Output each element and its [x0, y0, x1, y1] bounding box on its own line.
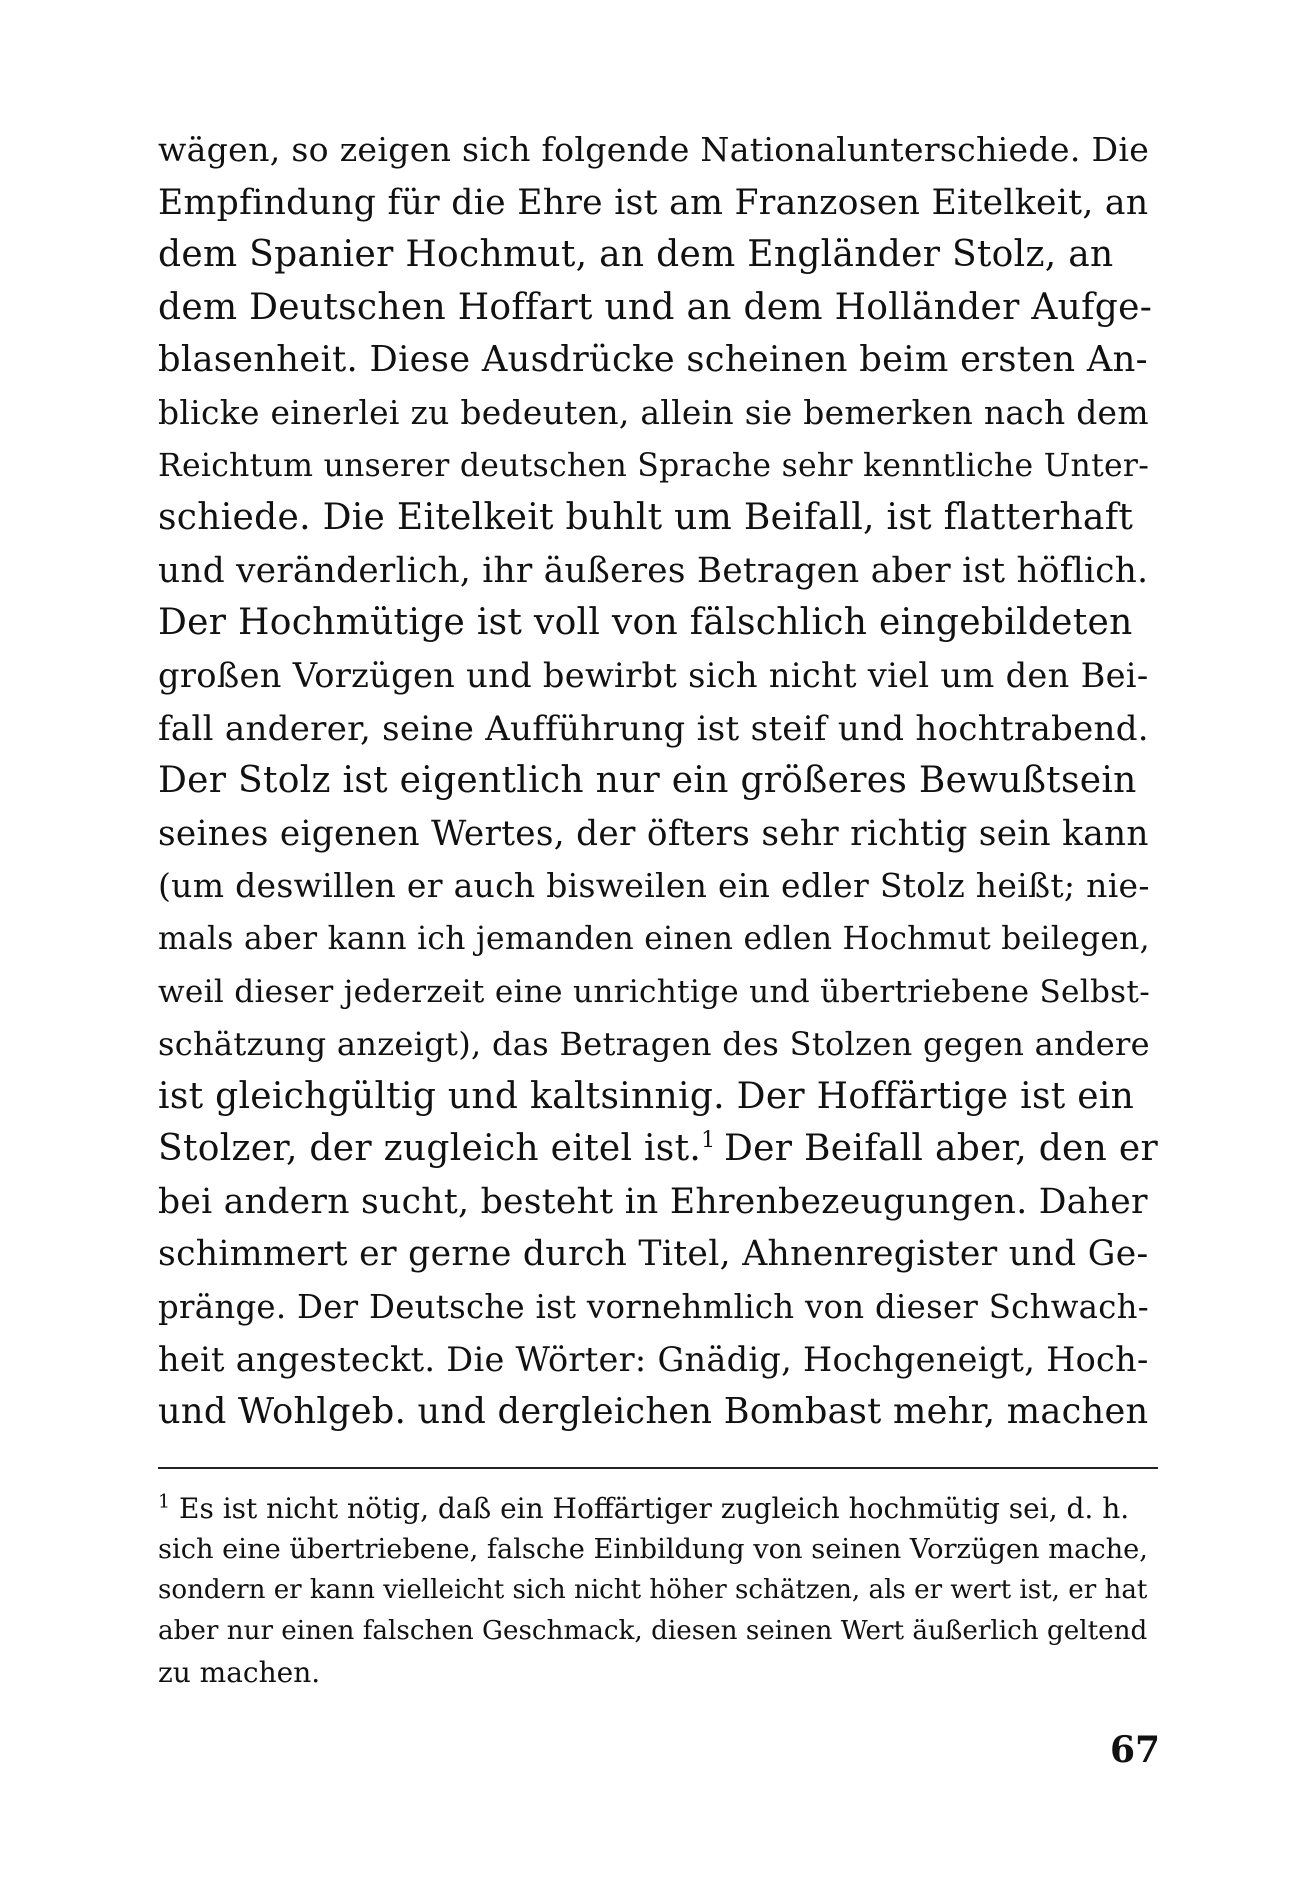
footnote-marker: 1 — [158, 1490, 171, 1513]
footnote-line: aber nur einen falschen Geschmack, diesen seinen Wert äußerlich geltend — [158, 1616, 1148, 1646]
text-line: fall anderer, seine Aufführung ist steif und hochtrabend. — [158, 708, 1149, 749]
text-line: und Wohlgeb. und dergleichen Bombast mehr, machen — [158, 1391, 1149, 1433]
text-line: Der Hochmütige ist voll von fälschlich eingebildeten — [158, 602, 1133, 644]
text-line: blasenheit. Diese Ausdrücke scheinen beim ersten An- — [158, 339, 1148, 381]
text-line: pränge. Der Deutsche ist vornehmlich von dieser Schwach- — [158, 1288, 1149, 1327]
text-line: seines eigenen Wertes, der öfters sehr richtig sein kann — [158, 813, 1149, 854]
page-number: 67 — [1110, 1729, 1161, 1771]
text-line: wägen, so zeigen sich folgende Nationalunterschiede. Die — [158, 130, 1150, 169]
text-line: (um deswillen er auch bisweilen ein edler Stolz heißt; nie- — [158, 866, 1150, 906]
text-line: und veränderlich, ihr äußeres Betragen aber ist höflich. — [158, 550, 1149, 591]
text-line: Reichtum unserer deutschen Sprache sehr kenntliche Unter- — [158, 447, 1150, 484]
footnote-divider — [158, 1467, 1158, 1469]
main-text — [158, 124, 1158, 1439]
footnote — [158, 1488, 1158, 1693]
text-line: großen Vorzügen und bewirbt sich nicht viel um den Bei- — [158, 655, 1149, 695]
text-line: schätzung anzeigt), das Betragen des Stolzen gegen andere — [158, 1025, 1150, 1064]
text-line-with-footnote-ref: Stolzer, der zugleich eitel ist.$^1$ Der Beifall aber, den er — [158, 1128, 1158, 1170]
text-line: ist gleichgültig und kaltsinnig. Der Hoffärtige ist ein — [158, 1075, 1135, 1117]
text-line: Empfindung für die Ehre ist am Franzosen Eitelkeit, an — [158, 182, 1149, 223]
text-line: dem Deutschen Hoffart und an dem Holländer Aufge- — [158, 286, 1153, 328]
footnote-line: $^1$ Es ist nicht nötig, daß ein Hoffärtiger zugleich hochmütig sei, d. h. — [158, 1490, 1130, 1525]
text-line: blicke einerlei zu bedeuten, allein sie bemerken nach dem — [158, 392, 1149, 432]
footnote-reference: 1 — [701, 1128, 716, 1154]
text-line: schimmert er gerne durch Titel, Ahnenregister und Ge- — [158, 1234, 1149, 1275]
text-line: weil dieser jederzeit eine unrichtige und übertriebene Selbst- — [158, 973, 1151, 1010]
text-line: heit angesteckt. Die Wörter: Gnädig, Hochgeneigt, Hoch- — [158, 1339, 1149, 1379]
text-line: mals aber kann ich jemanden einen edlen Hochmut beilegen, — [158, 920, 1150, 957]
text-line: Der Stolz ist eigentlich nur ein größeres Bewußtsein — [158, 760, 1137, 802]
footnote-line: zu machen. — [158, 1656, 321, 1689]
text-line: schiede. Die Eitelkeit buhlt um Beifall, ist flatterhaft — [158, 497, 1134, 539]
footnote-line: sondern er kann vielleicht sich nicht höher schätzen, als er wert ist, er hat — [158, 1575, 1148, 1605]
footnote-line: sich eine übertriebene, falsche Einbildung von seinen Vorzügen mache, — [158, 1534, 1148, 1565]
text-line: dem Spanier Hochmut, an dem Engländer Stolz, an — [158, 234, 1114, 276]
text-line: bei andern sucht, besteht in Ehrenbezeugungen. Daher — [158, 1181, 1148, 1222]
